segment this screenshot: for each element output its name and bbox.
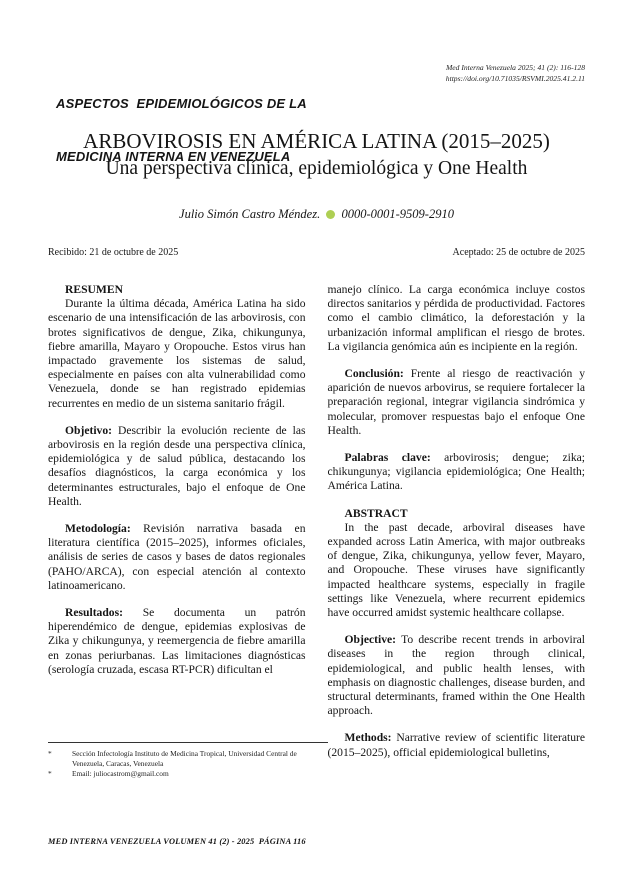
continuation-text: manejo clínico. La carga económica incluye costos directos sanitarios y pérdida de productividad. Factores como el cambio climático, la deforestación y la urbanización informal amplifican el riesgo de brotes. La vigilancia genómica aún es incipiente en la región. [327, 283, 585, 353]
objetivo-text: Describir la evolución reciente de las arbovirosis en la región desde una perspectiva clínica, epidemiológica y de salud pública, destacando los desafíos diagnósticos, la carga económica y los determinantes estructurales, bajo el enfoque de One Health. [48, 423, 306, 508]
objective-label: Objective: [344, 633, 397, 647]
objective-paragraph [328, 633, 586, 718]
conclusion-label: Conclusión: [344, 367, 404, 381]
metodologia-paragraph [48, 522, 306, 593]
doi-text: https://doi.org/10.71035/RSVMI.2025.41.2.11 [445, 74, 585, 83]
abstract-paragraph [328, 521, 586, 620]
methods-text: Narrative review of scientific literature (2015–2025), official epidemiological bulletins, [327, 731, 585, 759]
resultados-paragraph [48, 606, 306, 677]
dates-row [48, 247, 585, 258]
keywords-paragraph [328, 451, 586, 494]
resumen-heading: RESUMEN [65, 283, 123, 296]
metodologia-text: Revisión narrativa basada en literatura científica (2015–2025), informes oficiales, análisis de series de casos y bases de datos regionales (PAHO/ARCA), con especial atención al contexto latinoamericano. [48, 522, 306, 592]
methods-label: Methods: [344, 731, 392, 745]
footnote-affiliation: Sección Infectología Instituto de Medicina Tropical, Universidad Central de Venezuela, Caracas, Venezuela [72, 749, 297, 768]
series-title-line-2: MEDICINA INTERNA EN VENEZUELA [56, 148, 291, 164]
title-line-1: ARBOVIROSIS EN AMÉRICA LATINA (2015–2025) [83, 129, 550, 153]
resultados-label: Resultados: [65, 606, 123, 620]
metodologia-label: Metodología: [65, 522, 131, 536]
footnote-affiliation-row [48, 749, 328, 769]
citation-block [446, 62, 585, 84]
objective-text: To describe recent trends in arboviral diseases in the region through clinical, epidemiological, and public health lenses, with emphasis on diagnostic challenges, disease burden, and structural determinants, framed within the One Health approach. [327, 633, 585, 718]
orcid-icon [326, 210, 335, 219]
abstract-text: In the past decade, arboviral diseases have expanded across Latin America, with major outbreaks of dengue, Zika, chikungunya, yellow fever, Mayaro, and Oropouche. These viruses have significantly impacted healthcare systems, especially in fragile settings like Venezuela, where recurrent epidemics have occurred amidst systemic healthcare collapse. [327, 520, 585, 620]
footnote-email-row [48, 769, 328, 779]
resumen-text: Durante la última década, América Latina ha sido escenario de una intensificación de las arbovirosis, con brotes significativos de dengue, Zika, chikungunya, fiebre amarilla, Mayaro y Oropouche. Estos virus han impactado gravemente los sistemas de salud, especialmente en países con alta vulnerabilidad como Venezuela, donde se han registrado epidemias recurrentes en medio de un sistema sanitario frágil. [48, 297, 306, 410]
methods-paragraph [328, 731, 586, 759]
keywords-text: arbovirosis; dengue; zika; chikungunya; vigilancia epidemiológica; One Health; América Latina. [327, 451, 585, 493]
page-footer: MED INTERNA VENEZUELA VOLUMEN 41 (2) - 2025 PÁGINA 116 [48, 837, 306, 846]
series-title-line-1: ASPECTOS EPIDEMIOLÓGICOS DE LA [56, 96, 307, 111]
resultados-text: Se documenta un patrón hiperendémico de dengue, epidemias explosivas de Zika y chikungunya, y reemergencia de fiebre amarilla en zonas periurbanas. Las limitaciones diagnósticas (serología cruzada, escasa RT-PCR) dificultan el [48, 606, 306, 676]
title-line-2: Una perspectiva clínica, epidemiológica y One Health [105, 158, 528, 179]
objetivo-paragraph [48, 424, 306, 509]
footnote-email: Email: juliocastrom@gmail.com [72, 769, 169, 778]
footnote-block [48, 742, 328, 843]
abstract-heading: ABSTRACT [344, 506, 408, 520]
accepted-date: Aceptado: 25 de octubre de 2025 [452, 247, 585, 258]
footnote-marker: * [48, 749, 52, 758]
continuation-paragraph [328, 283, 586, 354]
conclusion-paragraph [328, 367, 586, 438]
resumen-paragraph [48, 297, 306, 411]
orcid-id: 0000-0001-9509-2910 [341, 207, 454, 221]
received-date: Recibido: 21 de octubre de 2025 [48, 247, 179, 258]
article-title [0, 128, 633, 182]
journal-citation: Med Interna Venezuela 2025; 41 (2): 116-128 [445, 63, 585, 72]
keywords-label: Palabras clave: [344, 451, 431, 465]
conclusion-text: Frente al riesgo de reactivación y aparición de nuevos arbovirus, se requiere fortalecer la preparación regional, integrar vigilancia sindrómica y molecular, promover respuestas bajo el enfoque One Health. [327, 367, 585, 437]
author-name: Julio Simón Castro Méndez. [179, 207, 321, 221]
footnote-marker: * [48, 769, 52, 778]
objetivo-label: Objetivo: [65, 423, 113, 437]
author-line [0, 207, 633, 222]
right-column [328, 283, 586, 828]
